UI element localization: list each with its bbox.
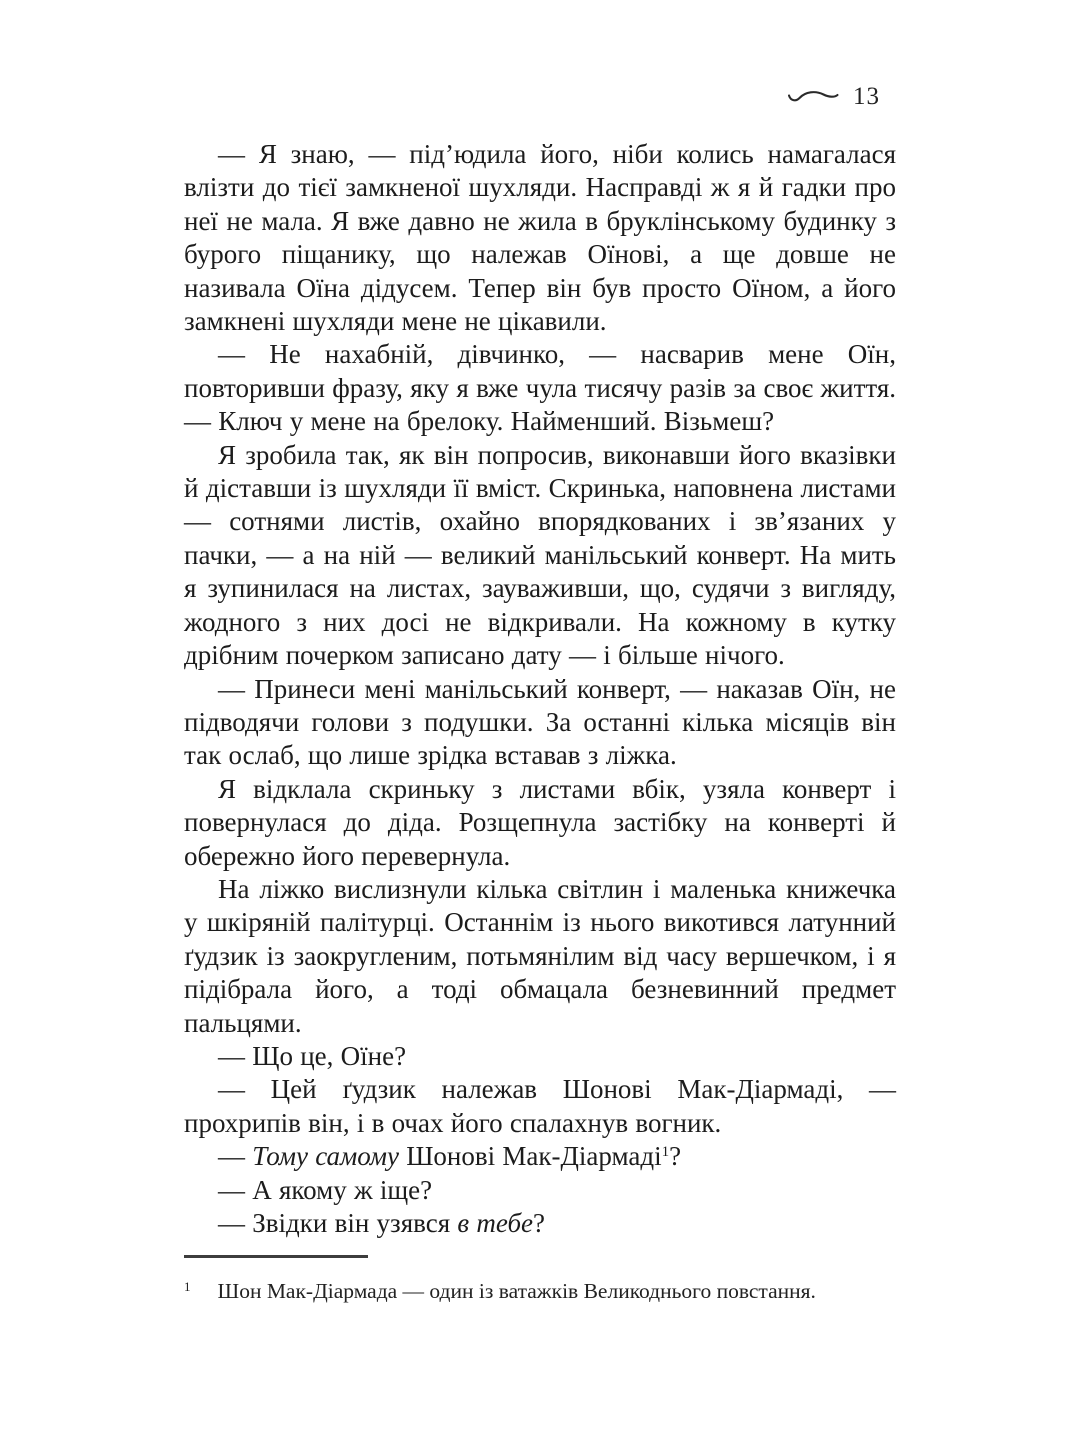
footnote [184, 1273, 896, 1305]
swash-ornament-icon [786, 89, 840, 105]
footnote-marker: 1 [184, 1279, 191, 1294]
footnote-text: Шон Мак-Діармада — один із ватажків Великоднього повстання. [217, 1279, 816, 1303]
paragraph: — Не нахабній, дівчинко, — насварив мене Оїн, повторивши фразу, яку я вже чула тисячу разів за своє життя. — Ключ у мене на брелоку. Найменший. Візьмеш? [184, 339, 896, 437]
paragraph: Я відклала скриньку з листами вбік, узяла конверт і повернулася до діда. Розщепнула застібку на конверті й обережно його перевернула. [184, 773, 896, 871]
paragraph: — Цей ґудзик належав Шонові Мак-Діармаді, — прохрипів він, і в очах його спалахнув вогник. [184, 1074, 896, 1138]
footnote-divider [184, 1255, 368, 1258]
paragraph: На ліжко вислизнули кілька світлин і маленька книжечка у шкіряній палітурці. Останнім із нього викотився латунний ґудзик із заокругленим, потьмянілим від часу вершечком, і я підібрала його, а тоді обмацала безневинний предмет пальцями. [184, 873, 896, 1038]
footnote-section [184, 1255, 896, 1305]
paragraph: — Звідки він узявся в тебе? [218, 1208, 546, 1238]
paragraph: Я зробила так, як він попросив, виконавши його вказівки й діставши із шухляди її вміст. Скринька, наповнена листами — сотнями листів, охайно впорядкованих і зв’язаних у пачки, — а на ній — великий манільський конверт. На мить я зупинилася на листах, зауваживши, що, судячи з вигляду, жодного з них досі не відкривали. На кожному в кутку дрібним почерком записано дату — і більше нічого. [184, 439, 896, 671]
footnote-reference: 1 [661, 1144, 670, 1161]
paragraph: — Я знаю, — під’юдила його, ніби колись намагалася влізти до тієї замкненої шухляди. Насправді ж я й гадки про неї не мала. Я вже давно не жила в бруклінському будинку з бурого піщанику, що належав Оїнові, а ще довше не називала Оїна дідусем. Тепер він був просто Оїном, а його замкнені шухляди мене не цікавили. [184, 139, 896, 337]
page-header [786, 84, 880, 109]
paragraph: — Що це, Оїне? [218, 1040, 407, 1071]
body-text [184, 138, 896, 1240]
page-number: 13 [853, 83, 880, 110]
paragraph: — А якому ж іще? [218, 1174, 433, 1205]
paragraph: — Тому самому Шонові Мак-Діармаді$^1$? [218, 1141, 682, 1172]
paragraph: — Принеси мені манільський конверт, — наказав Оїн, не підводячи голови з подушки. За останні кілька місяців він так ослаб, що лише зрідка вставав з ліжка. [184, 673, 896, 771]
